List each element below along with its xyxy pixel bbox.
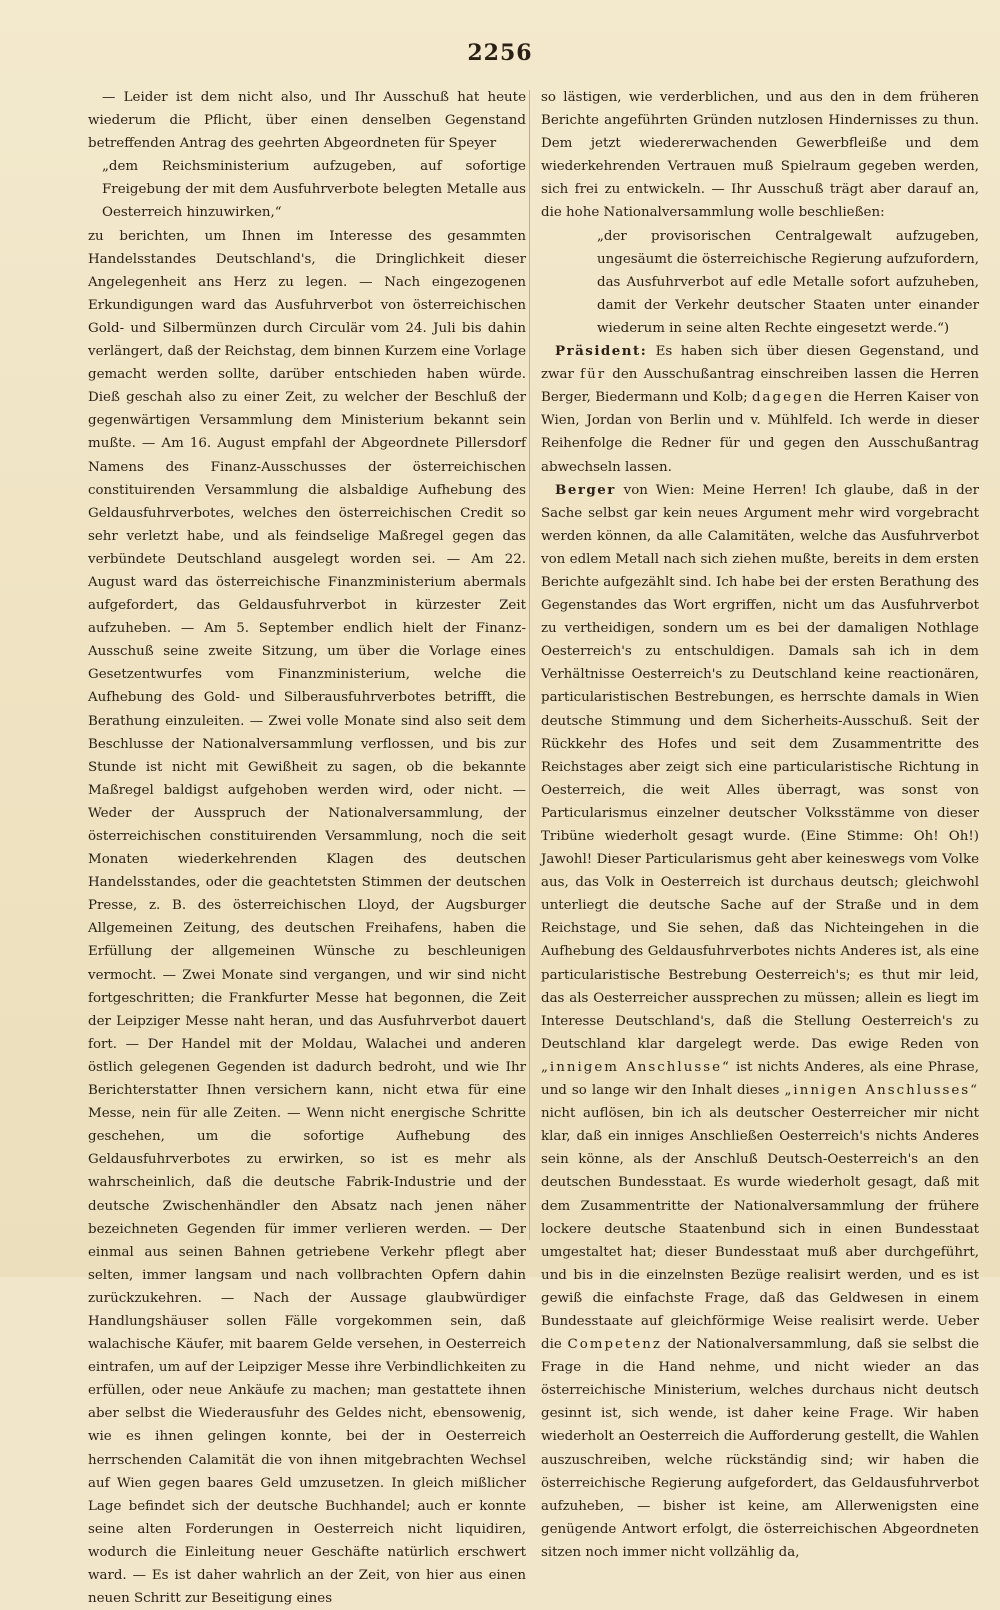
emphasis-text: „innigen Anschlusses“ bbox=[784, 1083, 979, 1099]
speaker-label: Berger bbox=[555, 481, 616, 498]
speech-text: die Herren Kaiser von Wien, Jordan von Berlin und v. Mühlfeld. Ich werde in dieser Reihenfolge die Redner für und gegen den Ausschußantrag abwechseln lassen. bbox=[541, 390, 979, 475]
speaker-label: Präsident: bbox=[555, 343, 648, 360]
column-divider bbox=[529, 90, 530, 1240]
page-number: 2256 bbox=[467, 40, 533, 66]
left-column bbox=[88, 86, 526, 1607]
paragraph: zu berichten, um Ihnen im Interesse des gesammten Handelsstandes Deutschland's, die Dringlichkeit dieser Angelegenheit ans Herz zu legen. — Nach eingezogenen Erkundigungen ward das Ausfuhrverbot von österreichischen Gold- und Silbermünzen durch Circulär vom 24. Juli bis dahin verlängert, daß der Reichstag, dem binnen Kurzem eine Vorlage gemacht werden sollte, darüber entschieden haben würde. Dieß geschah also zu einer Zeit, zu welcher der Beschluß der gegenwärtigen Versammlung dem Ministerium bekannt sein mußte. — Am 16. August empfahl der Abgeordnete Pillersdorf Namens des Finanz-Ausschusses der österreichischen constituirenden Versammlung die alsbaldige Aufhebung des Geldausfuhrverbotes, welches den österreichischen Credit so sehr verletzt habe, und als feindselige Maßregel gegen das verbündete Deutschland ausgelegt worden sei. — Am 22. August ward das österreichische Finanzministerium abermals aufgefordert, das Geldausfuhrverbot in kürzester Zeit aufzuheben. — Am 5. September endlich hielt der Finanz-Ausschuß seine zweite Sitzung, um über die Vorlage eines Gesetzentwurfes vom Finanzministerium, welche die Aufhebung des Gold- und Silberausfuhrverbotes betrifft, die Berathung einzuleiten. — Zwei volle Monate sind also seit dem Beschlusse der Nationalversammlung verflossen, und bis zur Stunde ist nicht mit Gewißheit zu sagen, ob die bekannte Maßregel baldigst aufgehoben werden wird, oder nicht. — Weder der Ausspruch der Nationalversammlung, der österreichischen constituirenden Versammlung, noch die seit Monaten wiederkehrenden Klagen des deutschen Handelsstandes, oder die geachtetsten Stimmen der deutschen Presse, z. B. des österreichischen Lloyd, der Augsburger Allgemeinen Zeitung, des deutschen Freihafens, haben die Erfüllung der allgemeinen Wünsche zu beschleunigen vermocht. — Zwei Monate sind vergangen, und wir sind nicht fortgeschritten; die Frankfurter Messe hat begonnen, die Zeit der Leipziger Messe naht heran, und das Ausfuhrverbot dauert fort. — Der Handel mit der Moldau, Walachei und anderen östlich gelegenen Gegenden ist dadurch bedroht, und wie Ihr Berichterstatter Ihnen versichern kann, nicht etwa für eine Messe, nein für alle Zeiten. — Wenn nicht energische Schritte geschehen, um die sofortige Aufhebung des Geldausfuhrverbotes zu erwirken, so ist es mehr als wahrscheinlich, daß die deutsche Fabrik-Industrie und der deutsche Zwischenhändler den Absatz nach jenen näher bezeichneten Gegenden für immer verlieren werden. — Der einmal aus seinen Bahnen getriebene Verkehr pflegt aber selten, immer langsam und nach vollbrachten Opfern dahin zurückzukehren. — Nach der Aussage glaubwürdiger Handlungshäuser sollen Fälle vorgekommen sein, daß walachische Käufer, mit baarem Gelde versehen, in Oesterreich eintrafen, um auf der Leipziger Messe ihre Verbindlichkeiten zu erfüllen, oder neue Ankäufe zu machen; man gestattete ihnen aber selbst die Wiederausfuhr des Geldes nicht, ebensowenig, wie es ihnen gelingen konnte, bei der in Oesterreich herrschenden Calamität die von ihnen mitgebrachten Wechsel auf Wien gegen baares Geld umzusetzen. In gleich mißlicher Lage befindet sich der deutsche Buchhandel; auch er konnte seine alten Forderungen in Oesterreich nicht liquidiren, wodurch die Einleitung neuer Geschäfte natürlich erschwert ward. — Es ist daher wahrlich an der Zeit, von hier aus einen neuen Schritt zur Beseitigung eines bbox=[88, 228, 526, 1607]
speech-text: Es haben sich über diesen Gegenstand, und zwar bbox=[541, 344, 979, 383]
speech-text: von Wien: Meine Herren! Ich glaube, daß in der Sache selbst gar kein neues Argument mehr wird vorgebracht werden können, da alle Calamitäten, welche das Ausfuhrverbot von edlem Metall nach sich ziehen mußte, bereits in dem ersten Berichte aufgezählt sind. Ich habe bei der ersten Berathung des Gegenstandes das Wort ergriffen, nicht um das Ausfuhrverbot zu vertheidigen, sondern um es bei der damaligen Nothlage Oesterreich's zu entschuldigen. Damals sah ich in dem Verhältnisse Oesterreich's zu Deutschland keine reactionären, particularistischen Bestrebungen, es herrschte damals in Wien deutsche Stimmung und dem Sicherheits-Ausschuß. Seit der Rückkehr des Hofes und seit dem Zusammentritte des Reichstages aber zeigt sich eine particularistische Richtung in Oesterreich, die weit Alles überragt, was sonst von Particularismus einzelner deutscher Volksstämme von dieser Tribüne wiederholt gesagt wurde. (Eine Stimme: Oh! Oh!) Jawohl! Dieser Particularismus geht aber keineswegs vom Volke aus, das Volk in Oesterreich ist durchaus deutsch; gleichwohl unterliegt die deutsche Sache auf der Straße und in dem Reichstage, und Sie sehen, daß das Nichteingehen in die Aufhebung des Geldausfuhrverbotes nichts Anderes ist, als eine particularistische Bestrebung Oesterreich's; es thut mir leid, das als Oesterreicher aussprechen zu müssen; allein es liegt im Interesse Deutschland's, daß die Stellung Oesterreich's zu Deutschland klar dargelegt werde. Das ewige Reden von bbox=[541, 482, 979, 1052]
quoted-motion: „dem Reichsministerium aufzugeben, auf sofortige Freigebung der mit dem Ausfuhrverbote belegten Metalle aus Oesterreich hinzuwirken,“ bbox=[102, 159, 526, 221]
speech-text: nicht auflösen, bin ich als deutscher Oesterreicher mir nicht klar, daß ein inniges Anschließen Oesterreich's nichts Anderes sein könne, als der Anschluß Deutsch-Oesterreich's an den deutschen Bundesstaat. Es wurde wiederholt gesagt, daß mit dem Zusammentritte der Nationalversammlung der frühere lockere deutsche Staatenbund sich in einen Bundesstaat umgestaltet hat; dieser Bundesstaat muß aber durchgeführt, und bis in die einzelnsten Bezüge realisirt werden, und es ist gewiß die einfachste Frage, daß das Geldwesen in einem Bundesstaate auf gleichförmige Weise realisirt werde. Ueber die bbox=[541, 1106, 979, 1353]
emphasis-text: für bbox=[580, 367, 607, 383]
president-paragraph bbox=[541, 340, 979, 479]
emphasis-text: „innigem Anschlusse“ bbox=[541, 1059, 731, 1075]
paragraph: — Leider ist dem nicht also, und Ihr Ausschuß hat heute wiederum die Pflicht, über einen denselben Gegenstand betreffenden Antrag des geehrten Abgeordneten für Speyer bbox=[88, 90, 526, 152]
emphasis-text: Competenz bbox=[567, 1337, 662, 1353]
paragraph: so lästigen, wie verderblichen, und aus den in dem früheren Berichte angeführten Gründen nutzlosen Hindernisses zu thun. Dem jetzt wiedererwachenden Gewerbfleiße und dem wiederkehrenden Vertrauen muß Spielraum gegeben werden, sich frei zu entwickeln. — Ihr Ausschuß trägt aber darauf an, die hohe Nationalversammlung wolle beschließen: bbox=[541, 90, 979, 221]
berger-paragraph bbox=[541, 479, 979, 1564]
quoted-motion: „der provisorischen Centralgewalt aufzugeben, ungesäumt die österreichische Regierung aufzufordern, das Ausfuhrverbot auf edle Metalle sofort aufzuheben, damit der Verkehr deutscher Staaten unter einander wiederum in seine alten Rechte eingesetzt werde.“) bbox=[597, 228, 979, 336]
speech-text: ist nichts Anderes, als eine Phrase, und so lange wir den Inhalt dieses bbox=[541, 1059, 979, 1099]
speech-text: der Nationalversammlung, daß sie selbst die Frage in die Hand nehme, und nicht wieder an das österreichische Ministerium, welches durchaus nicht deutsch gesinnt ist, sich wende, ist daher keine Frage. Wir haben wiederholt an Oesterreich die Aufforderung gestellt, die Wahlen auszuschreiben, welche rückständig sind; wir haben die österreichische Regierung aufgefordert, das Geldausfuhrverbot aufzuheben, — bisher ist keine, am Allerwenigsten eine genügende Antwort erfolgt, die österreichischen Abgeordneten sitzen noch immer nicht vollzählig da, bbox=[541, 1337, 980, 1560]
speech-text: den Ausschußantrag einschreiben lassen die Herren Berger, Biedermann und Kolb; bbox=[541, 367, 979, 406]
right-column bbox=[541, 86, 980, 1560]
emphasis-text: dagegen bbox=[751, 390, 825, 406]
